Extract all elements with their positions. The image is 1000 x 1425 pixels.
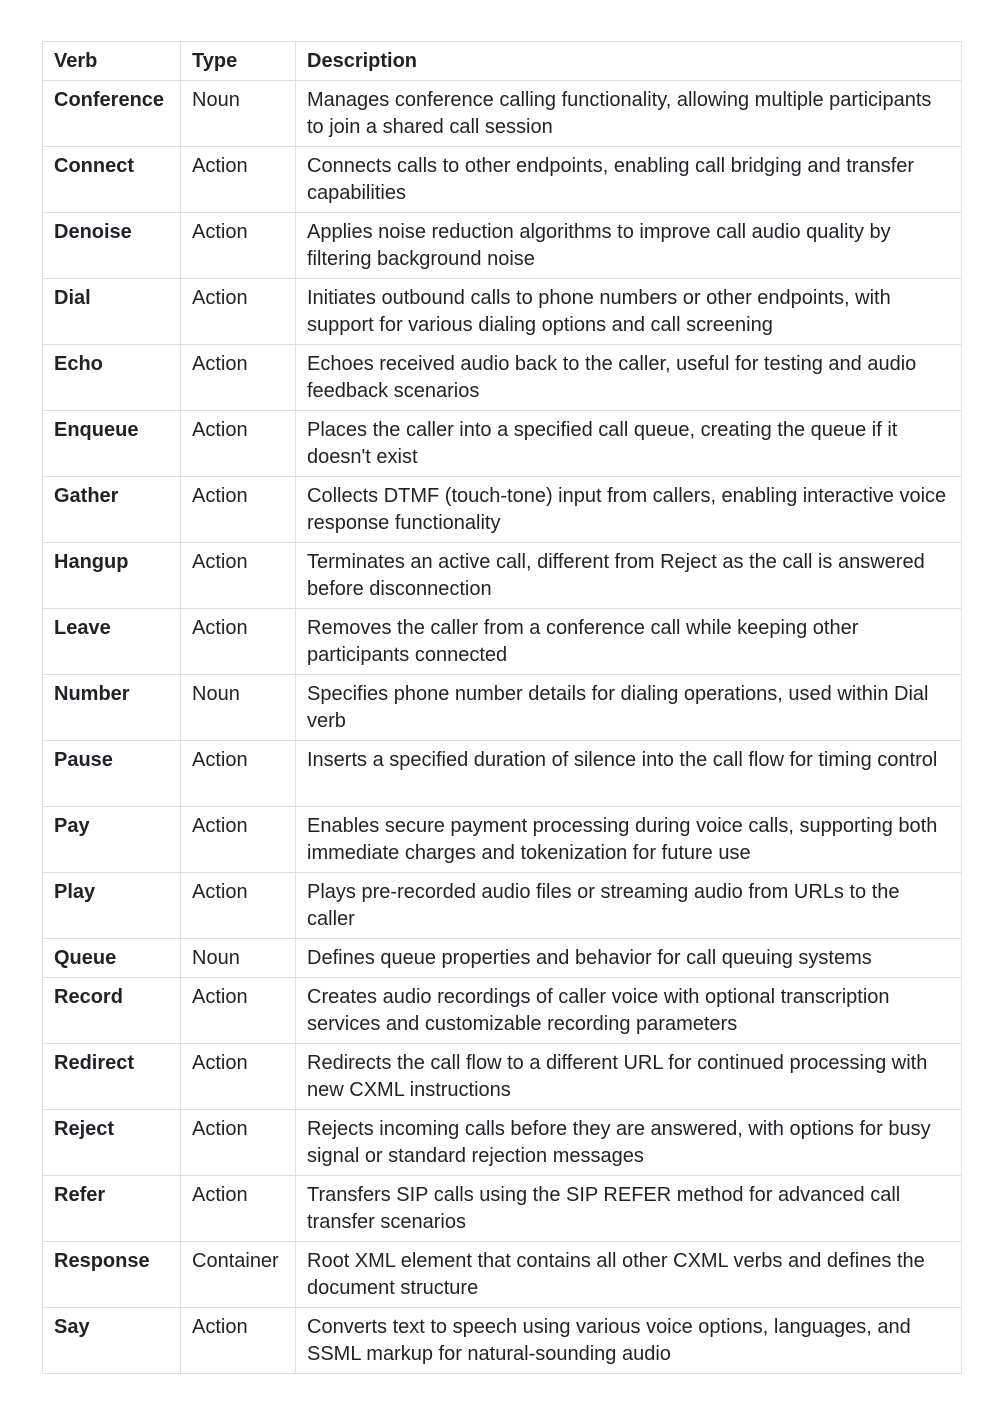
verb-cell: Dial <box>43 279 181 345</box>
verb-cell: Pay <box>43 807 181 873</box>
verb-cell: Leave <box>43 609 181 675</box>
type-cell: Action <box>181 873 296 939</box>
type-cell: Action <box>181 741 296 807</box>
table-row <box>43 741 962 807</box>
description-cell: Enables secure payment processing during voice calls, supporting both immediate charges and tokenization for future use <box>296 807 962 873</box>
table-row <box>43 1308 962 1374</box>
table-row <box>43 675 962 741</box>
verb-cell: Denoise <box>43 213 181 279</box>
table-row <box>43 1044 962 1110</box>
type-cell: Action <box>181 477 296 543</box>
verb-cell: Reject <box>43 1110 181 1176</box>
table-row <box>43 81 962 147</box>
type-cell: Container <box>181 1242 296 1308</box>
table-row <box>43 411 962 477</box>
type-cell: Noun <box>181 675 296 741</box>
table-row <box>43 147 962 213</box>
table-row <box>43 873 962 939</box>
column-header-type: Type <box>181 42 296 81</box>
description-cell: Collects DTMF (touch-tone) input from callers, enabling interactive voice response functionality <box>296 477 962 543</box>
type-cell: Action <box>181 1176 296 1242</box>
description-cell: Inserts a specified duration of silence into the call flow for timing control <box>296 741 962 807</box>
description-cell: Places the caller into a specified call queue, creating the queue if it doesn't exist <box>296 411 962 477</box>
table-row <box>43 939 962 978</box>
table-row <box>43 477 962 543</box>
description-cell: Transfers SIP calls using the SIP REFER method for advanced call transfer scenarios <box>296 1176 962 1242</box>
table-row <box>43 213 962 279</box>
verb-cell: Queue <box>43 939 181 978</box>
type-cell: Noun <box>181 939 296 978</box>
description-cell: Defines queue properties and behavior for call queuing systems <box>296 939 962 978</box>
description-cell: Echoes received audio back to the caller, useful for testing and audio feedback scenarios <box>296 345 962 411</box>
type-cell: Action <box>181 1110 296 1176</box>
type-cell: Action <box>181 411 296 477</box>
table-row <box>43 1176 962 1242</box>
description-cell: Plays pre-recorded audio files or streaming audio from URLs to the caller <box>296 873 962 939</box>
verb-cell: Say <box>43 1308 181 1374</box>
description-cell: Terminates an active call, different from Reject as the call is answered before disconnection <box>296 543 962 609</box>
verb-cell: Connect <box>43 147 181 213</box>
column-header-description: Description <box>296 42 962 81</box>
type-cell: Action <box>181 213 296 279</box>
table-header-row <box>43 42 962 81</box>
verb-cell: Gather <box>43 477 181 543</box>
type-cell: Action <box>181 1044 296 1110</box>
verb-cell: Pause <box>43 741 181 807</box>
type-cell: Action <box>181 147 296 213</box>
verb-cell: Response <box>43 1242 181 1308</box>
description-cell: Initiates outbound calls to phone numbers or other endpoints, with support for various dialing options and call screening <box>296 279 962 345</box>
description-cell: Redirects the call flow to a different URL for continued processing with new CXML instructions <box>296 1044 962 1110</box>
description-cell: Applies noise reduction algorithms to improve call audio quality by filtering background noise <box>296 213 962 279</box>
type-cell: Action <box>181 543 296 609</box>
table-row <box>43 345 962 411</box>
type-cell: Noun <box>181 81 296 147</box>
table-row <box>43 543 962 609</box>
description-cell: Converts text to speech using various voice options, languages, and SSML markup for natural-sounding audio <box>296 1308 962 1374</box>
description-cell: Specifies phone number details for dialing operations, used within Dial verb <box>296 675 962 741</box>
description-cell: Creates audio recordings of caller voice with optional transcription services and customizable recording parameters <box>296 978 962 1044</box>
verb-cell: Redirect <box>43 1044 181 1110</box>
table-row <box>43 1110 962 1176</box>
table-row <box>43 1242 962 1308</box>
verb-cell: Echo <box>43 345 181 411</box>
type-cell: Action <box>181 609 296 675</box>
verb-cell: Refer <box>43 1176 181 1242</box>
description-cell: Removes the caller from a conference call while keeping other participants connected <box>296 609 962 675</box>
type-cell: Action <box>181 807 296 873</box>
verb-cell: Conference <box>43 81 181 147</box>
table-row <box>43 609 962 675</box>
type-cell: Action <box>181 978 296 1044</box>
type-cell: Action <box>181 345 296 411</box>
description-cell: Manages conference calling functionality, allowing multiple participants to join a shared call session <box>296 81 962 147</box>
verb-cell: Record <box>43 978 181 1044</box>
table-row <box>43 978 962 1044</box>
description-cell: Rejects incoming calls before they are answered, with options for busy signal or standard rejection messages <box>296 1110 962 1176</box>
verb-cell: Enqueue <box>43 411 181 477</box>
description-cell: Root XML element that contains all other CXML verbs and defines the document structure <box>296 1242 962 1308</box>
verb-cell: Hangup <box>43 543 181 609</box>
table-row <box>43 807 962 873</box>
verb-cell: Number <box>43 675 181 741</box>
verb-cell: Play <box>43 873 181 939</box>
type-cell: Action <box>181 1308 296 1374</box>
table-row <box>43 279 962 345</box>
type-cell: Action <box>181 279 296 345</box>
description-cell: Connects calls to other endpoints, enabling call bridging and transfer capabilities <box>296 147 962 213</box>
column-header-verb: Verb <box>43 42 181 81</box>
verb-reference-table <box>42 41 962 1374</box>
